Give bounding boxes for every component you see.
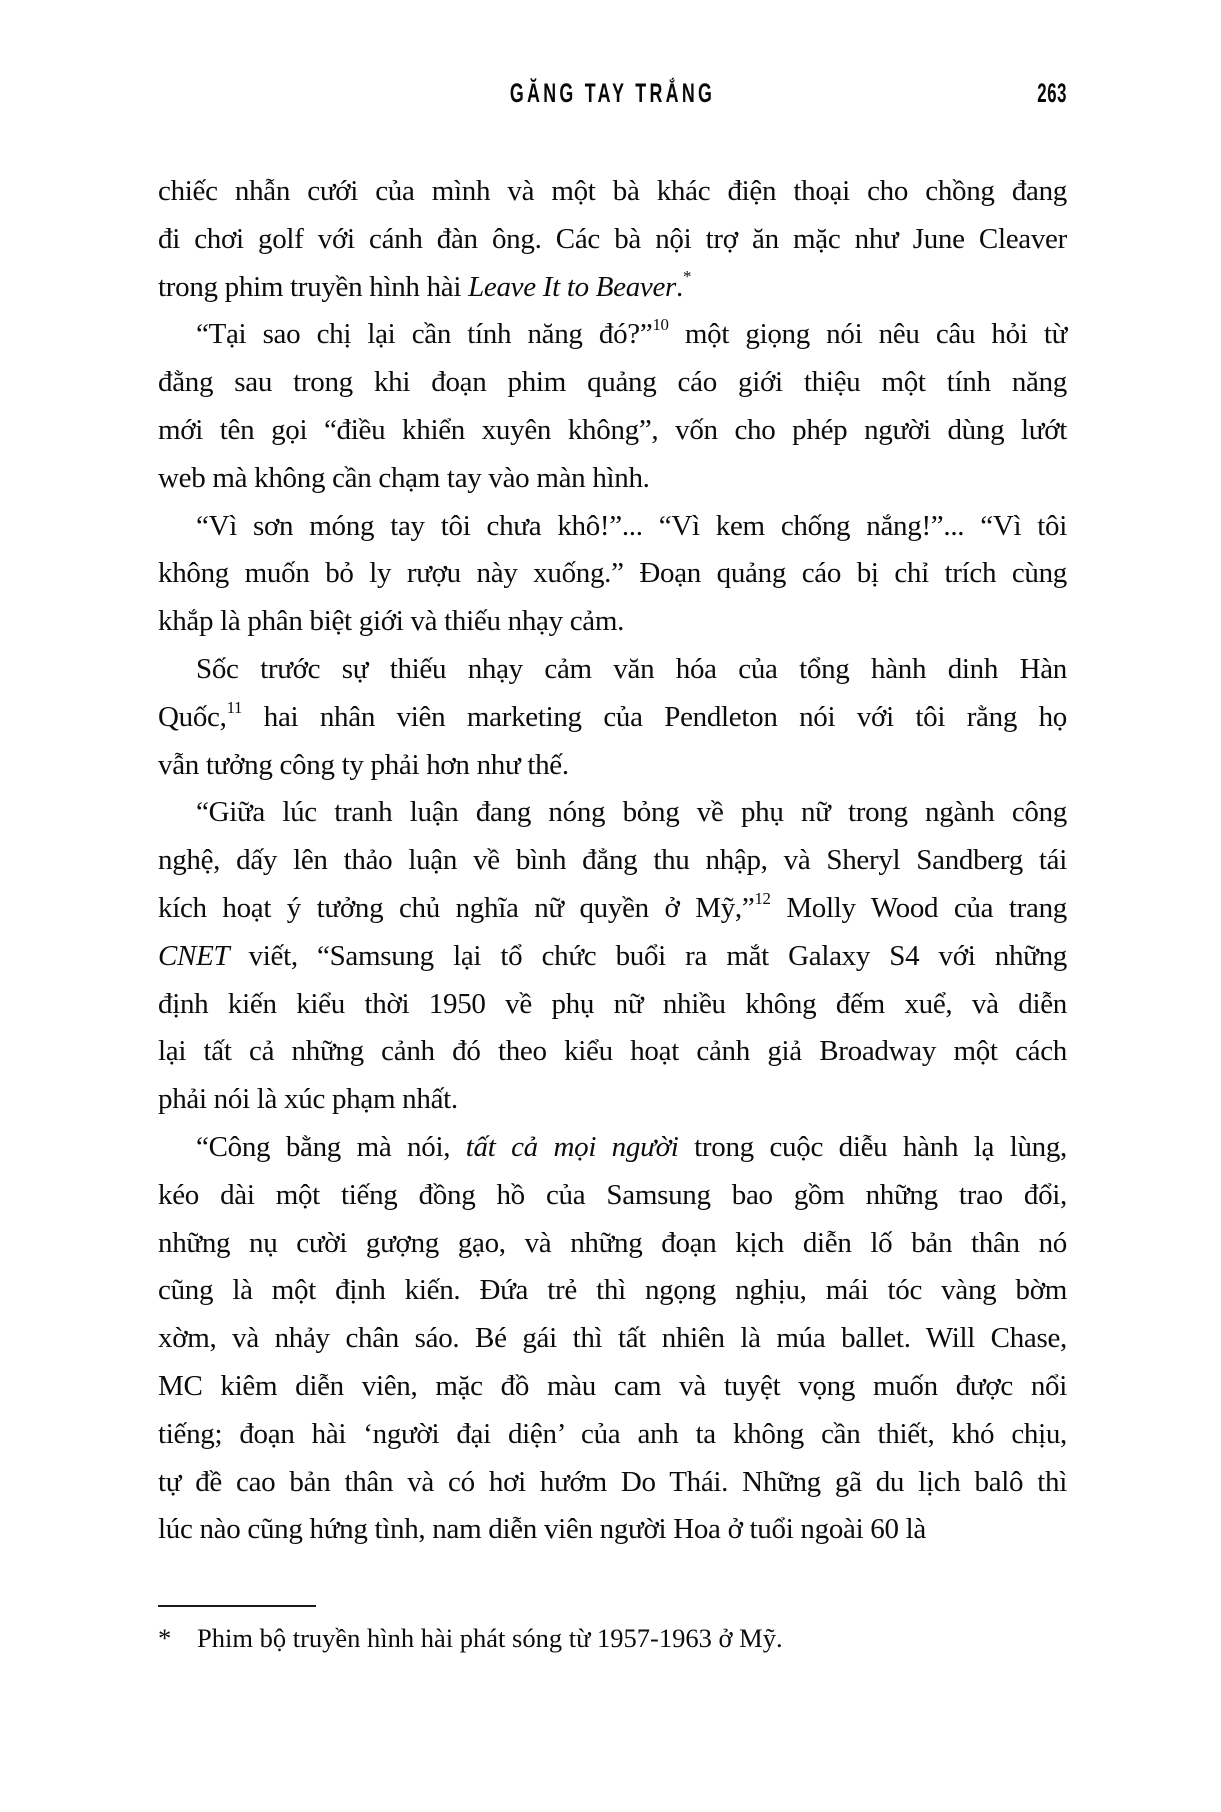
text-line (158, 455, 1067, 503)
text-run: trong cuộc diễu hành lạ lùng, (678, 1130, 1068, 1163)
text-line (158, 1028, 1067, 1076)
text-line (158, 1363, 1067, 1411)
text-run: viết, “Samsung lại tổ chức buổi ra mắt Galaxy S4 với những (229, 939, 1067, 972)
text-run: một giọng nói nêu câu hỏi từ (668, 318, 1067, 351)
text-line (158, 168, 1067, 216)
text-run: cũng là một định kiến. Đứa trẻ thì ngọng nghịu, mái tóc vàng bờm (158, 1274, 1067, 1307)
text-line (158, 1315, 1067, 1363)
text-line (158, 837, 1067, 885)
page-header (158, 80, 1067, 108)
text-line (158, 981, 1067, 1029)
text-line (158, 359, 1067, 407)
text-line (158, 1459, 1067, 1507)
text-run: xờm, và nhảy chân sáo. Bé gái thì tất nhiên là múa ballet. Will Chase, (158, 1322, 1067, 1355)
footnote-marker: * (158, 1623, 172, 1653)
paragraph (158, 789, 1067, 1124)
text-line (158, 216, 1067, 264)
footnote-reference: * (683, 267, 692, 287)
footnote-reference: 12 (754, 888, 771, 908)
text-run: Sốc trước sự thiếu nhạy cảm văn hóa của tổng hành dinh Hàn (196, 652, 1067, 685)
text-line (158, 1506, 1067, 1554)
footnote (158, 1620, 1067, 1656)
text-line (158, 933, 1067, 981)
text-run: kích hoạt ý tưởng chủ nghĩa nữ quyền ở Mỹ,” (158, 891, 755, 924)
text-line (158, 598, 1067, 646)
text-line (158, 503, 1067, 551)
paragraph (158, 503, 1067, 646)
text-line (158, 694, 1067, 742)
text-line (158, 264, 1067, 312)
italic-text-run: CNET (158, 939, 230, 972)
body-text (158, 168, 1067, 1554)
text-line (158, 550, 1067, 598)
running-head-title: GĂNG TAY TRẮNG (509, 78, 716, 108)
text-run: “Giữa lúc tranh luận đang nóng bỏng về phụ nữ trong ngành công (196, 796, 1067, 829)
text-run: khắp là phân biệt giới và thiếu nhạy cảm. (158, 605, 625, 638)
paragraph (158, 1124, 1067, 1554)
text-run: “Công bằng mà nói, (196, 1130, 466, 1163)
text-line (158, 646, 1067, 694)
footnote-rule (158, 1605, 316, 1607)
text-line (158, 1172, 1067, 1220)
text-run: tự đề cao bản thân và có hơi hướm Do Thái. Những gã du lịch balô thì (158, 1465, 1067, 1498)
text-line (158, 885, 1067, 933)
paragraph (158, 646, 1067, 789)
italic-text-run: Leave It to Beaver (468, 270, 677, 303)
footnote-reference: 10 (652, 315, 669, 335)
text-line (158, 1411, 1067, 1459)
text-run: vẫn tưởng công ty phải hơn như thế. (158, 748, 569, 781)
text-line (158, 1124, 1067, 1172)
text-run: những nụ cười gượng gạo, và những đoạn kịch diễn lố bản thân nó (158, 1226, 1067, 1259)
text-run: hai nhân viên marketing của Pendleton nói với tôi rằng họ (242, 700, 1067, 733)
text-run: chiếc nhẫn cưới của mình và một bà khác điện thoại cho chồng đang (158, 175, 1067, 207)
text-run: mới tên gọi “điều khiển xuyên không”, vốn cho phép người dùng lướt (158, 413, 1067, 446)
text-run: lúc nào cũng hứng tình, nam diễn viên người Hoa ở tuổi ngoài 60 là (158, 1513, 926, 1546)
text-run: lại tất cả những cảnh đó theo kiểu hoạt cảnh giả Broadway một cách (158, 1035, 1067, 1068)
text-line (158, 789, 1067, 837)
text-run: . (676, 270, 683, 303)
text-run: MC kiêm diễn viên, mặc đồ màu cam và tuyệt vọng muốn được nổi (158, 1369, 1067, 1402)
text-run: đi chơi golf với cánh đàn ông. Các bà nội trợ ăn mặc như June Cleaver (158, 222, 1067, 255)
text-line (158, 407, 1067, 455)
text-run: trong phim truyền hình hài (158, 270, 469, 303)
text-run: “Tại sao chị lại cần tính năng đó?” (196, 318, 653, 351)
text-line (158, 1267, 1067, 1315)
text-run: web mà không cần chạm tay vào màn hình. (158, 461, 650, 494)
page-number: 263 (1037, 78, 1067, 108)
text-run: phải nói là xúc phạm nhất. (158, 1083, 458, 1116)
text-run: Molly Wood của trang (770, 891, 1067, 924)
text-line (158, 1220, 1067, 1268)
text-run: “Vì sơn móng tay tôi chưa khô!”... “Vì kem chống nắng!”... “Vì tôi (196, 509, 1067, 542)
text-line (158, 311, 1067, 359)
text-run: nghệ, dấy lên thảo luận về bình đẳng thu nhập, và Sheryl Sandberg tái (158, 844, 1067, 877)
paragraph (158, 311, 1067, 502)
italic-text-run: tất cả mọi người (465, 1130, 679, 1163)
text-run: tiếng; đoạn hài ‘người đại diện’ của anh ta không cần thiết, khó chịu, (158, 1417, 1067, 1450)
text-line (158, 742, 1067, 790)
text-run: định kiến kiểu thời 1950 về phụ nữ nhiều không đếm xuể, và diễn (158, 987, 1067, 1020)
text-run: Quốc, (158, 700, 227, 733)
text-run: không muốn bỏ ly rượu này xuống.” Đoạn quảng cáo bị chỉ trích cùng (158, 557, 1067, 590)
footnote-reference: 11 (226, 697, 243, 717)
text-line (158, 1076, 1067, 1124)
paragraph (158, 168, 1067, 311)
footnote-text: Phim bộ truyền hình hài phát sóng từ 1957-1963 ở Mỹ. (197, 1623, 783, 1653)
text-run: đằng sau trong khi đoạn phim quảng cáo giới thiệu một tính năng (158, 366, 1067, 399)
text-run: kéo dài một tiếng đồng hồ của Samsung bao gồm những trao đổi, (158, 1178, 1067, 1211)
